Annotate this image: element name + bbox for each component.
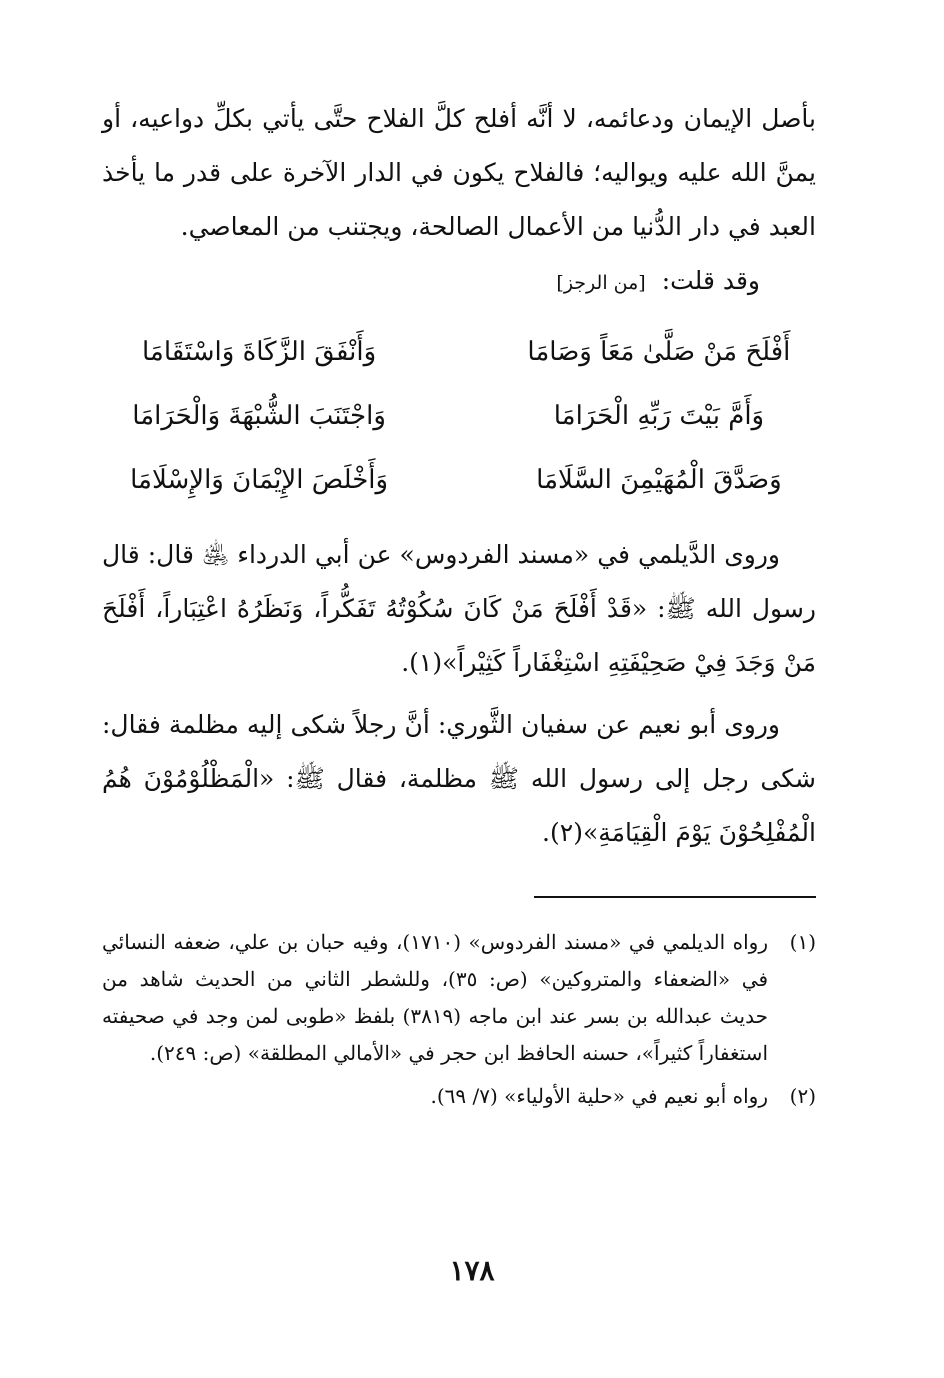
- poem-verse: [102, 384, 816, 448]
- verse-second-hemistich: وَاجْتَنَبَ الشُّبْهَةَ وَالْحَرَامَا: [132, 401, 386, 431]
- footnote-text: رواه أبو نعيم في «حلية الأولياء» (٧/ ٦٩).: [430, 1084, 768, 1108]
- poem-verse: [102, 320, 816, 384]
- verse-first-hemistich: وَأَمَّ بَيْتَ رَبِّهِ الْحَرَامَا: [553, 401, 765, 431]
- footnote-text: رواه الديلمي في «مسند الفردوس» (١٧١٠)، وفيه حبان بن علي، ضعفه النسائي في «الضعفاء والمتروكين» (ص: ٣٥)، وللشطر الثاني من الحديث شاهد من حديث عبدالله بن بسر عند ابن ماجه (٣٨١٩) بلفظ «طوبى لمن وجد في صحيفته استغفاراً كثيراً»، حسنه الحافظ ابن حجر في «الأمالي المطلقة» (ص: ٢٤٩).: [102, 930, 768, 1065]
- poem-intro: وقد قلت:: [661, 266, 760, 295]
- footnote-2: [102, 1078, 816, 1115]
- footnote-number: (٢): [789, 1084, 816, 1108]
- poem: [102, 320, 816, 512]
- body-paragraph-1: بأصل الإيمان ودعائمه، لا أنَّه أفلح كلَّ الفلاح حتَّى يأتي بكلِّ دواعيه، أو يمنَّ الله عليه ويواليه؛ فالفلاح يكون في الدار الآخرة على قدر ما يأخذ العبد في دار الدُّنيا من الأعمال الصالحة، ويجتنب من المعاصي.: [102, 104, 816, 241]
- poem-intro-line: [102, 254, 816, 310]
- footnote-separator: [534, 896, 816, 898]
- verse-first-hemistich: وَصَدَّقَ الْمُهَيْمِنَ السَّلَامَا: [536, 465, 782, 495]
- footnote-1: [102, 924, 816, 1072]
- verse-second-hemistich: وَأَخْلَصَ الإِيْمَانَ وَالإِسْلَامَا: [130, 465, 389, 495]
- poem-verse: [102, 448, 816, 512]
- body-paragraph-3: وروى أبو نعيم عن سفيان الثَّوري: أنَّ رجلاً شكى إليه مظلمة فقال: شكى رجل إلى رسول الله ﷺ مظلمة، فقال ﷺ: «الْمَظْلُوْمُوْنَ هُمُ الْمُفْلِحُوْنَ يَوْمَ الْقِيَامَةِ»(٢).: [102, 710, 816, 847]
- verse-first-hemistich: أَفْلَحَ مَنْ صَلَّىٰ مَعَاً وَصَامَا: [527, 337, 791, 367]
- page-number: ١٧٨: [449, 1254, 495, 1287]
- verse-second-hemistich: وَأَنْفَقَ الزَّكَاةَ وَاسْتَقَامَا: [142, 337, 377, 367]
- poem-meter: [من الرجز]: [556, 272, 646, 294]
- footnote-number: (١): [789, 930, 816, 954]
- body-paragraph-2: وروى الدَّيلمي في «مسند الفردوس» عن أبي الدرداء ﵁ قال: قال رسول الله ﷺ: «قَدْ أَفْلَحَ مَنْ كَانَ سُكُوْتُهُ تَفَكُّراً، وَنَظَرُهُ اعْتِبَاراً، أَفْلَحَ مَنْ وَجَدَ فِيْ صَحِيْفَتِهِ اسْتِغْفَاراً كَثِيْراً»(١).: [102, 540, 816, 677]
